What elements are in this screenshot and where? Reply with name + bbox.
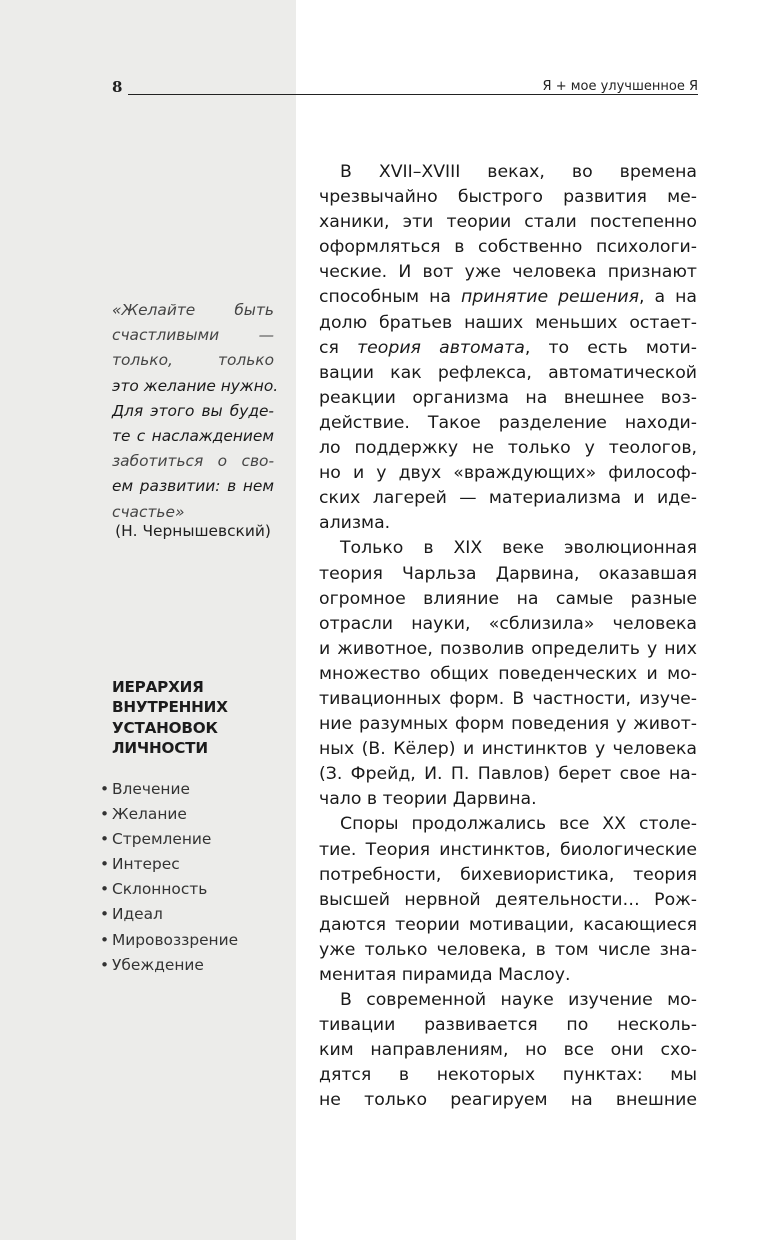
quote-author: (Н. Чернышевский) bbox=[115, 522, 271, 540]
list-item-label: Влечение bbox=[112, 780, 190, 798]
body-line: не только реагируем на внешние bbox=[319, 1090, 697, 1111]
sidebar-background bbox=[0, 0, 296, 1240]
body-text-run: , а на bbox=[639, 287, 697, 308]
body-text-run: , то есть моти- bbox=[524, 337, 698, 358]
body-line: потребности, бихевиористика, теория bbox=[319, 864, 697, 885]
trait-list bbox=[100, 777, 238, 978]
list-item bbox=[100, 902, 238, 927]
list-item-label: Стремление bbox=[112, 830, 212, 849]
body-line: менитая пирамида Маслоу. bbox=[319, 965, 571, 985]
bullet-icon: • bbox=[100, 880, 110, 899]
list-item bbox=[100, 777, 238, 802]
heading-line: ВНУТРЕННИХ bbox=[112, 698, 228, 717]
list-item bbox=[100, 877, 238, 902]
body-line: В современной науке изучение мо- bbox=[340, 990, 697, 1011]
list-item bbox=[100, 827, 238, 852]
body-line: дятся в некоторых пунктах: мы bbox=[319, 1065, 697, 1086]
header-rule bbox=[128, 94, 698, 95]
body-text-run: способным на bbox=[319, 287, 461, 308]
bullet-icon: • bbox=[100, 955, 110, 974]
quote-line: заботиться о сво- bbox=[112, 452, 274, 471]
quote-line: ем развитии: в нем bbox=[112, 477, 274, 496]
body-line: огромное влияние на самые разные bbox=[319, 588, 697, 609]
bullet-icon: • bbox=[100, 855, 110, 874]
quote-line: те с наслаждением bbox=[112, 427, 274, 446]
emphasis: теория автомата bbox=[357, 337, 525, 358]
quote-line: «Желайте быть bbox=[112, 301, 274, 319]
body-line: тивационных форм. В частности, изуче- bbox=[319, 688, 697, 709]
list-item bbox=[100, 928, 238, 953]
quote-line: только, только bbox=[112, 351, 274, 370]
body-text bbox=[319, 160, 697, 1114]
heading-line: УСТАНОВОК bbox=[112, 718, 218, 737]
body-line: ким направлениям, но все они схо- bbox=[319, 1040, 697, 1061]
body-line: теория Чарльза Дарвина, оказавшая bbox=[319, 563, 697, 584]
list-item-label: Идеал bbox=[112, 905, 163, 924]
body-line: В XVII–XVIII веках, во времена bbox=[340, 162, 697, 182]
body-line: но и у двух «враждующих» философ- bbox=[319, 463, 697, 484]
list-item-label: Интерес bbox=[112, 855, 180, 874]
body-line: Споры продолжались все XX столе- bbox=[340, 814, 697, 835]
body-line: и животное, позволив определить у них bbox=[319, 638, 697, 659]
body-line: ных (В. Кёлер) и инстинктов у человека bbox=[319, 739, 697, 760]
body-line: ческие. И вот уже человека признают bbox=[319, 262, 697, 283]
list-item-label: Желание bbox=[112, 805, 187, 824]
list-item-label: Убеждение bbox=[112, 955, 204, 974]
bullet-icon: • bbox=[100, 780, 110, 798]
list-item bbox=[100, 852, 238, 877]
body-line bbox=[319, 285, 697, 310]
heading-line: ИЕРАРХИЯ bbox=[112, 678, 204, 696]
bullet-icon: • bbox=[100, 805, 110, 824]
body-line: вации как рефлекса, автоматической bbox=[319, 362, 697, 383]
body-line: долю братьев наших меньших остает- bbox=[319, 312, 697, 333]
body-line: ханики, эти теории стали постепенно bbox=[319, 212, 697, 233]
body-line: Только в XIX веке эволюционная bbox=[340, 538, 697, 559]
body-line: чало в теории Дарвина. bbox=[319, 789, 537, 810]
body-line: чрезвычайно быстрого развития ме- bbox=[319, 187, 697, 208]
running-head: Я + мое улучшенное Я bbox=[542, 79, 698, 94]
sidebar-heading bbox=[112, 677, 282, 759]
body-line: действие. Такое разделение находи- bbox=[319, 412, 697, 433]
body-line: тие. Теория инстинктов, биологические bbox=[319, 839, 697, 860]
list-item-label: Мировоззрение bbox=[112, 930, 239, 949]
bullet-icon: • bbox=[100, 830, 110, 849]
body-line: множество общих поведенческих и мо- bbox=[319, 663, 697, 684]
quote-line: счастье» bbox=[112, 502, 185, 521]
emphasis: принятие решения bbox=[460, 287, 640, 308]
list-item bbox=[100, 802, 238, 827]
body-line: реакции организма на внешнее воз- bbox=[319, 387, 697, 408]
list-item bbox=[100, 953, 238, 978]
list-item-label: Склонность bbox=[112, 880, 208, 899]
body-line: даются теории мотивации, касающиеся bbox=[319, 914, 697, 935]
body-line: ло поддержку не только у теологов, bbox=[319, 438, 697, 459]
body-line: уже только человека, в том числе зна- bbox=[319, 939, 697, 960]
bullet-icon: • bbox=[100, 930, 110, 949]
body-line: ализма. bbox=[319, 513, 391, 534]
body-line: тивации развивается по несколь- bbox=[319, 1015, 697, 1036]
body-line: (З. Фрейд, И. П. Павлов) берет свое на- bbox=[319, 764, 697, 785]
body-line: отрасли науки, «сблизила» человека bbox=[319, 613, 697, 634]
page-number: 8 bbox=[112, 78, 123, 96]
quote-line: счастливыми — bbox=[112, 326, 274, 345]
body-line bbox=[319, 336, 697, 361]
body-line: оформляться в собственно психологи- bbox=[319, 237, 697, 258]
bullet-icon: • bbox=[100, 905, 110, 924]
body-line: высшей нервной деятельности… Рож- bbox=[319, 889, 697, 910]
epigraph-quote bbox=[112, 298, 279, 525]
quote-line: Для этого вы буде- bbox=[112, 401, 274, 420]
body-line: ние разумных форм поведения у живот- bbox=[319, 714, 697, 735]
body-text-run: ся bbox=[319, 337, 358, 358]
body-line: ских лагерей — материализма и иде- bbox=[319, 488, 697, 509]
heading-line: ЛИЧНОСТИ bbox=[112, 739, 208, 758]
quote-line: это желание нужно. bbox=[112, 376, 279, 395]
